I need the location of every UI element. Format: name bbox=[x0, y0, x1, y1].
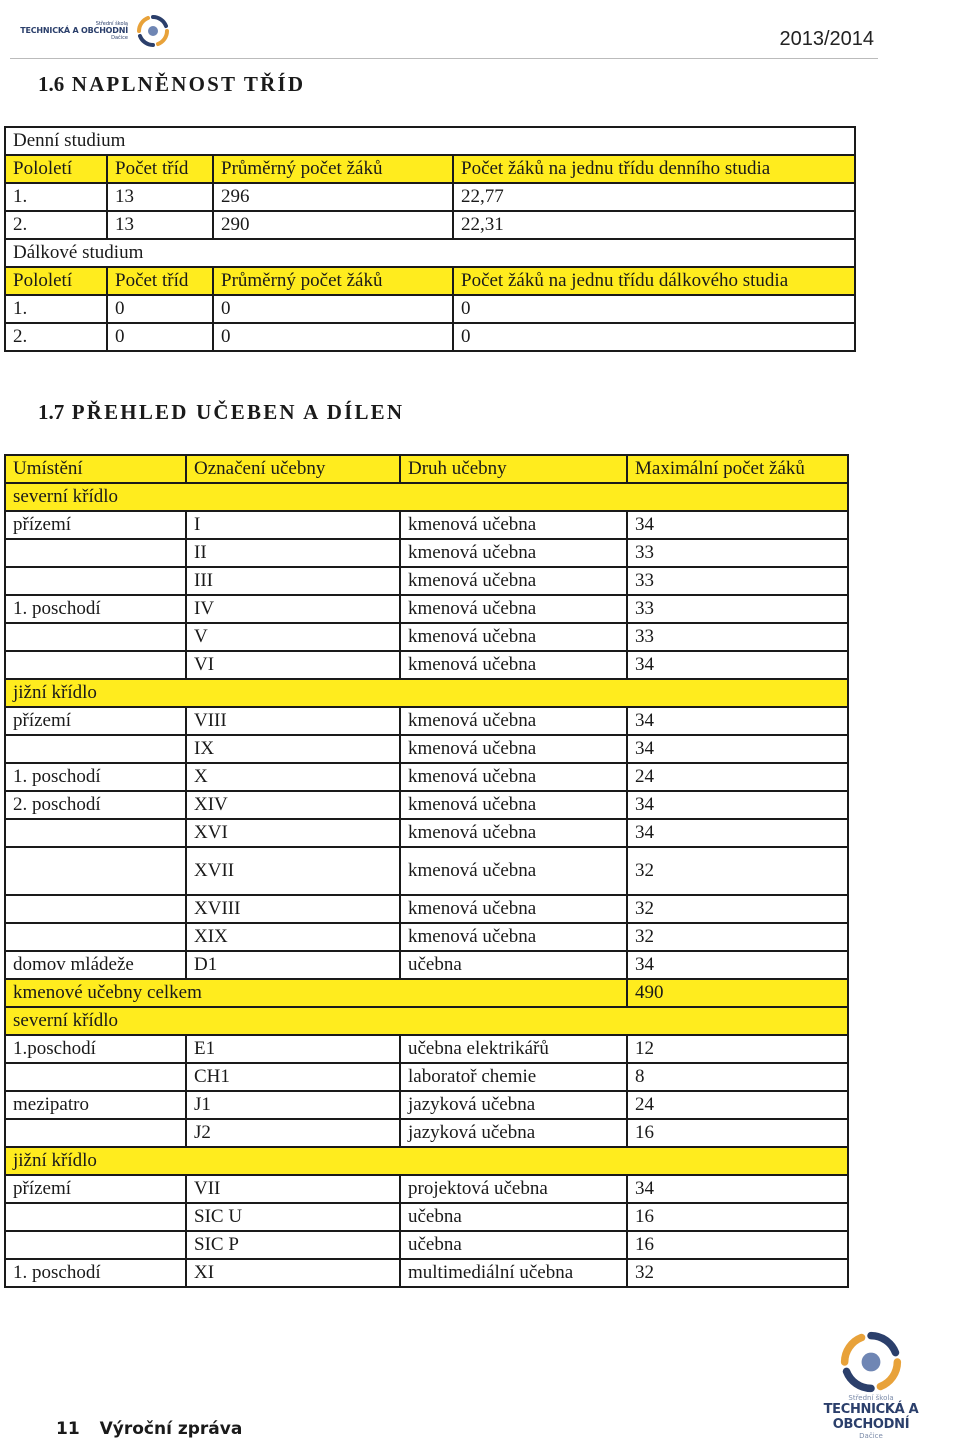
table-cell: 2. poschodí bbox=[5, 791, 186, 819]
table-cell bbox=[5, 819, 186, 847]
logo-emblem-icon bbox=[136, 14, 170, 48]
table-cell: 22,31 bbox=[453, 211, 855, 239]
table-cell: 1. bbox=[5, 183, 107, 211]
table-cell: 33 bbox=[627, 595, 848, 623]
table-cell: CH1 bbox=[186, 1063, 400, 1091]
table-row bbox=[5, 567, 848, 595]
column-header: Maximální počet žáků bbox=[627, 455, 848, 483]
header-row bbox=[5, 155, 855, 183]
footer-title: Výroční zpráva bbox=[99, 1419, 243, 1439]
table-cell: 34 bbox=[627, 951, 848, 979]
table-cell: kmenová učebna bbox=[400, 819, 627, 847]
table-cell: 1. bbox=[5, 295, 107, 323]
table-cell: J2 bbox=[186, 1119, 400, 1147]
table-cell: jazyková učebna bbox=[400, 1091, 627, 1119]
table-cell: 0 bbox=[453, 295, 855, 323]
table-cell: kmenová učebna bbox=[400, 511, 627, 539]
table-row bbox=[5, 1091, 848, 1119]
table-cell: učebna elektrikářů bbox=[400, 1035, 627, 1063]
table-cell: 34 bbox=[627, 791, 848, 819]
section-number: 1.7 bbox=[38, 400, 65, 424]
table-cell: 34 bbox=[627, 651, 848, 679]
table-cell: 24 bbox=[627, 1091, 848, 1119]
table-cell bbox=[5, 1119, 186, 1147]
table-cell: X bbox=[186, 763, 400, 791]
table-cell: kmenová učebna bbox=[400, 567, 627, 595]
table-cell: 2. bbox=[5, 323, 107, 351]
table-cell: kmenová učebna bbox=[400, 763, 627, 791]
logo-small-text: Střední škola bbox=[95, 21, 128, 27]
footer-school-logo bbox=[786, 1330, 956, 1440]
column-header: Druh učebny bbox=[400, 455, 627, 483]
table-row bbox=[5, 295, 855, 323]
table-cell: přízemí bbox=[5, 511, 186, 539]
section-heading-class-occupancy bbox=[38, 72, 305, 97]
table-cell: III bbox=[186, 567, 400, 595]
table-cell: 32 bbox=[627, 895, 848, 923]
column-header: Počet žáků na jednu třídu dálkového studia bbox=[453, 267, 855, 295]
column-header: Umístění bbox=[5, 455, 186, 483]
table-cell bbox=[5, 623, 186, 651]
table-row bbox=[5, 791, 848, 819]
table-cell: 1. poschodí bbox=[5, 595, 186, 623]
table-cell: 13 bbox=[107, 183, 213, 211]
table-cell: mezipatro bbox=[5, 1091, 186, 1119]
table-cell: 16 bbox=[627, 1231, 848, 1259]
table-cell: 0 bbox=[453, 323, 855, 351]
table-cell: kmenová učebna bbox=[400, 539, 627, 567]
table-cell: 34 bbox=[627, 1175, 848, 1203]
header-divider bbox=[10, 58, 878, 59]
table-cell: kmenová učebna bbox=[400, 735, 627, 763]
table-cell: 290 bbox=[213, 211, 453, 239]
table-cell: VI bbox=[186, 651, 400, 679]
table-cell: učebna bbox=[400, 1231, 627, 1259]
table-row bbox=[5, 623, 848, 651]
header-row bbox=[5, 267, 855, 295]
table-row bbox=[5, 1035, 848, 1063]
table-row bbox=[5, 539, 848, 567]
logo-name-text: TECHNICKÁ A OBCHODNÍ bbox=[20, 26, 128, 36]
table-row bbox=[5, 183, 855, 211]
table-cell: 1. poschodí bbox=[5, 763, 186, 791]
table-cell bbox=[5, 1063, 186, 1091]
table-row bbox=[5, 923, 848, 951]
table-cell: kmenová učebna bbox=[400, 847, 627, 895]
table-cell bbox=[5, 895, 186, 923]
table-cell: 2. bbox=[5, 211, 107, 239]
table-cell bbox=[5, 847, 186, 895]
table-cell: 296 bbox=[213, 183, 453, 211]
table-row bbox=[5, 1119, 848, 1147]
table-cell: 16 bbox=[627, 1119, 848, 1147]
table-cell: XIV bbox=[186, 791, 400, 819]
table-cell: kmenová učebna bbox=[400, 707, 627, 735]
report-year: 2013/2014 bbox=[779, 28, 874, 50]
classroom-overview-table bbox=[4, 454, 849, 1288]
wing-label: jižní křídlo bbox=[5, 1147, 848, 1175]
section-title: NAPLNĚNOST TŘÍD bbox=[71, 72, 306, 96]
table-row bbox=[5, 895, 848, 923]
total-row bbox=[5, 979, 848, 1007]
table-cell: laboratoř chemie bbox=[400, 1063, 627, 1091]
table-cell: 32 bbox=[627, 1259, 848, 1287]
logo-city-text: Dačice bbox=[111, 34, 128, 41]
section-title: PŘEHLED UČEBEN A DÍLEN bbox=[71, 400, 405, 424]
table-cell: 1.poschodí bbox=[5, 1035, 186, 1063]
column-header: Počet tříd bbox=[107, 267, 213, 295]
table-row bbox=[5, 819, 848, 847]
table-row bbox=[5, 211, 855, 239]
table-cell bbox=[5, 735, 186, 763]
wing-label: severní křídlo bbox=[5, 483, 848, 511]
table-cell bbox=[5, 1203, 186, 1231]
table-cell: kmenová učebna bbox=[400, 595, 627, 623]
table-cell: XI bbox=[186, 1259, 400, 1287]
logo-name-text: TECHNICKÁ A OBCHODNÍ bbox=[823, 1402, 919, 1432]
table-cell: kmenová učebna bbox=[400, 791, 627, 819]
table-cell: multimediální učebna bbox=[400, 1259, 627, 1287]
table-row bbox=[5, 1063, 848, 1091]
table-cell: kmenová učebna bbox=[400, 651, 627, 679]
table-cell: přízemí bbox=[5, 1175, 186, 1203]
table-cell: XVI bbox=[186, 819, 400, 847]
column-header: Počet tříd bbox=[107, 155, 213, 183]
table-cell: projektová učebna bbox=[400, 1175, 627, 1203]
table-cell bbox=[5, 539, 186, 567]
study-type-row bbox=[5, 239, 855, 267]
wing-group-row bbox=[5, 1147, 848, 1175]
table-cell: 0 bbox=[107, 295, 213, 323]
column-header: Průměrný počet žáků bbox=[213, 155, 453, 183]
table-row bbox=[5, 1175, 848, 1203]
table-cell: VIII bbox=[186, 707, 400, 735]
column-header: Pololetí bbox=[5, 267, 107, 295]
table-row bbox=[5, 847, 848, 895]
table-cell: 0 bbox=[213, 295, 453, 323]
wing-label: severní křídlo bbox=[5, 1007, 848, 1035]
column-header: Pololetí bbox=[5, 155, 107, 183]
table-cell: VII bbox=[186, 1175, 400, 1203]
table-cell: domov mládeže bbox=[5, 951, 186, 979]
table-row bbox=[5, 1231, 848, 1259]
table-cell: 22,77 bbox=[453, 183, 855, 211]
page-number: 11 bbox=[56, 1419, 80, 1439]
table-cell: XVIII bbox=[186, 895, 400, 923]
table-cell bbox=[5, 923, 186, 951]
table-cell: V bbox=[186, 623, 400, 651]
logo-city-text: Dačice bbox=[859, 1432, 883, 1440]
wing-group-row bbox=[5, 679, 848, 707]
table-cell: E1 bbox=[186, 1035, 400, 1063]
study-type-label: Dálkové studium bbox=[5, 239, 855, 267]
table-row bbox=[5, 511, 848, 539]
logo-emblem-icon bbox=[839, 1330, 903, 1394]
school-logo bbox=[10, 8, 170, 54]
table-cell: 12 bbox=[627, 1035, 848, 1063]
table-cell: 8 bbox=[627, 1063, 848, 1091]
table-cell: II bbox=[186, 539, 400, 567]
page-footer bbox=[56, 1419, 242, 1439]
study-type-row bbox=[5, 127, 855, 155]
table-cell: XVII bbox=[186, 847, 400, 895]
header-row bbox=[5, 455, 848, 483]
column-header: Průměrný počet žáků bbox=[213, 267, 453, 295]
table-row bbox=[5, 707, 848, 735]
table-cell bbox=[5, 651, 186, 679]
table-cell: 16 bbox=[627, 1203, 848, 1231]
table-row bbox=[5, 735, 848, 763]
table-row bbox=[5, 651, 848, 679]
table-cell bbox=[5, 567, 186, 595]
study-type-label: Denní studium bbox=[5, 127, 855, 155]
table-cell: J1 bbox=[186, 1091, 400, 1119]
table-cell: kmenová učebna bbox=[400, 923, 627, 951]
wing-group-row bbox=[5, 1007, 848, 1035]
table-cell: 34 bbox=[627, 735, 848, 763]
logo-small-text: Střední škola bbox=[848, 1394, 894, 1402]
table-cell: 0 bbox=[107, 323, 213, 351]
table-cell: SIC P bbox=[186, 1231, 400, 1259]
table-cell: SIC U bbox=[186, 1203, 400, 1231]
table-cell: učebna bbox=[400, 951, 627, 979]
table-cell: kmenová učebna bbox=[400, 623, 627, 651]
table-cell: 33 bbox=[627, 567, 848, 595]
section-heading-classrooms bbox=[38, 400, 404, 425]
table-row bbox=[5, 595, 848, 623]
table-cell: 34 bbox=[627, 511, 848, 539]
total-value: 490 bbox=[627, 979, 848, 1007]
table-cell: 33 bbox=[627, 623, 848, 651]
table-cell: 1. poschodí bbox=[5, 1259, 186, 1287]
table-cell: 34 bbox=[627, 707, 848, 735]
wing-label: jižní křídlo bbox=[5, 679, 848, 707]
table-row bbox=[5, 763, 848, 791]
section-number: 1.6 bbox=[38, 72, 65, 96]
table-cell: 33 bbox=[627, 539, 848, 567]
column-header: Označení učebny bbox=[186, 455, 400, 483]
table-row bbox=[5, 951, 848, 979]
table-cell bbox=[5, 1231, 186, 1259]
column-header: Počet žáků na jednu třídu denního studia bbox=[453, 155, 855, 183]
table-cell: 0 bbox=[213, 323, 453, 351]
table-cell: I bbox=[186, 511, 400, 539]
table-cell: učebna bbox=[400, 1203, 627, 1231]
table-cell: jazyková učebna bbox=[400, 1119, 627, 1147]
table-row bbox=[5, 1259, 848, 1287]
table-cell: 32 bbox=[627, 923, 848, 951]
table-cell: D1 bbox=[186, 951, 400, 979]
table-cell: kmenová učebna bbox=[400, 895, 627, 923]
table-cell: XIX bbox=[186, 923, 400, 951]
wing-group-row bbox=[5, 483, 848, 511]
table-cell: 34 bbox=[627, 819, 848, 847]
table-cell: 24 bbox=[627, 763, 848, 791]
table-cell: přízemí bbox=[5, 707, 186, 735]
total-label: kmenové učebny celkem bbox=[5, 979, 627, 1007]
table-cell: IX bbox=[186, 735, 400, 763]
table-row bbox=[5, 1203, 848, 1231]
table-cell: IV bbox=[186, 595, 400, 623]
table-cell: 32 bbox=[627, 847, 848, 895]
table-cell: 13 bbox=[107, 211, 213, 239]
table-row bbox=[5, 323, 855, 351]
class-occupancy-table bbox=[4, 126, 856, 352]
